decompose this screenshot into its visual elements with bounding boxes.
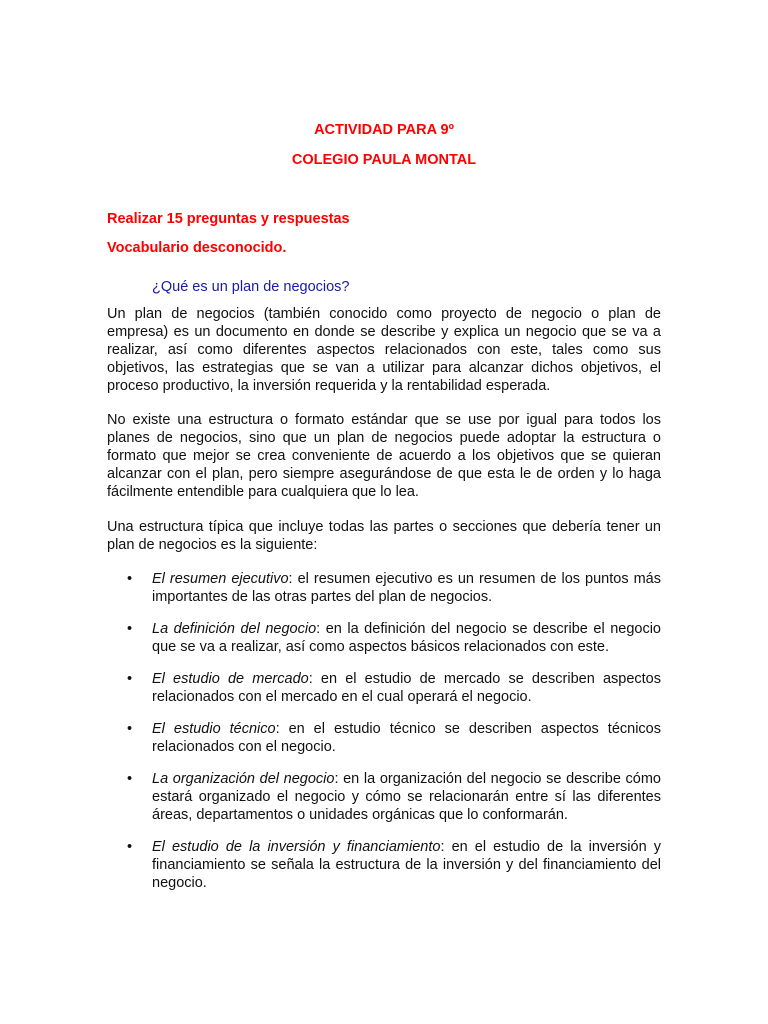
list-item-text: : el resumen ejecutivo es un resumen de los puntos más importantes de las otras partes del plan de negocios. xyxy=(152,571,661,605)
list-item-text: : en el estudio de la inversión y financiamiento se señala la estructura de la inversión y del financiamiento del negocio. xyxy=(152,839,662,891)
list-item-term: La organización del negocio xyxy=(152,771,335,787)
paragraph: No existe una estructura o formato estándar que se use por igual para todos los planes de negocios, sino que un plan de negocios puede adoptar la estructura o formato que mejor se crea conveniente de acuerdo a los objetivos que se quieran alcanzar con el plan, pero siempre asegurándose de que esta le de orden y lo haga fácilmente entendible para cualquiera que lo lea. xyxy=(107,412,661,500)
list-item xyxy=(107,770,661,824)
list-item-text: : en la definición del negocio se describe el negocio que se va a realizar, así como aspectos básicos relacionados con este. xyxy=(152,621,661,655)
bullet-icon: • xyxy=(127,671,133,687)
list-item xyxy=(107,620,661,656)
bullet-icon: • xyxy=(127,571,133,587)
structure-list xyxy=(107,570,661,906)
task-instruction: Realizar 15 preguntas y respuestas xyxy=(107,211,350,227)
bullet-icon: • xyxy=(127,621,133,637)
bullet-icon: • xyxy=(127,771,133,787)
paragraph: Un plan de negocios (también conocido como proyecto de negocio o plan de empresa) es un documento en donde se describe y explica un negocio que se va a realizar, así como diferentes aspectos relacionados con este, tales como sus objetivos, las estrategias que se van a utilizar para alcanzar dichos objetivos, el proceso productivo, la inversión requerida y la rentabilidad esperada. xyxy=(107,306,661,394)
list-item-text: : en el estudio técnico se describen aspectos técnicos relacionados con el negocio. xyxy=(152,721,661,755)
list-item-term: El estudio técnico xyxy=(152,721,276,737)
list-item-term: El estudio de la inversión y financiamiento xyxy=(152,839,441,855)
list-item xyxy=(107,570,661,606)
task-vocabulary: Vocabulario desconocido. xyxy=(107,240,287,256)
list-item-term: La definición del negocio xyxy=(152,621,317,637)
section-question: ¿Qué es un plan de negocios? xyxy=(152,279,350,295)
document-subtitle: COLEGIO PAULA MONTAL xyxy=(291,152,477,168)
list-item xyxy=(107,838,661,892)
bullet-icon: • xyxy=(127,839,133,855)
paragraph: Una estructura típica que incluye todas las partes o secciones que debería tener un plan de negocios es la siguiente: xyxy=(107,519,661,553)
list-item-term: El resumen ejecutivo xyxy=(152,571,289,587)
list-item-text: : en la organización del negocio se describe cómo estará organizado el negocio y cómo se relacionarán entre sí las diferentes áreas, departamentos o unidades orgánicas que lo conformarán. xyxy=(152,771,661,823)
list-item-term: El estudio de mercado xyxy=(152,671,309,687)
document-title: ACTIVIDAD PARA 9º xyxy=(314,122,454,138)
list-item-text: : en el estudio de mercado se describen aspectos relacionados con el mercado en el cual operará el negocio. xyxy=(152,671,661,705)
list-item xyxy=(107,720,661,756)
bullet-icon: • xyxy=(127,721,133,737)
list-item xyxy=(107,670,661,706)
